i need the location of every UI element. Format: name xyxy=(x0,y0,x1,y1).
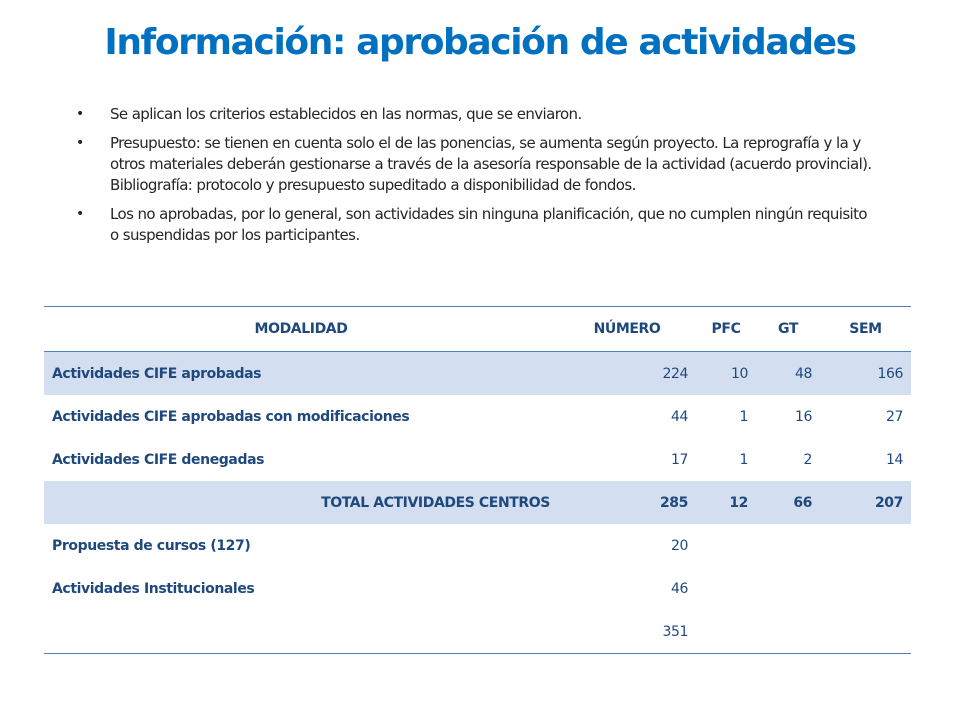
table-row xyxy=(44,352,911,396)
table-row xyxy=(44,395,911,438)
bullet-text: Presupuesto: se tienen en cuenta solo el de las ponencias, se aumenta según proyecto. La reprografía y la y otros materiales deberán gestionarse a través de la asesoría responsable de la actividad (acuerdo provincial). Bibliografía: protocolo y presupuesto supeditado a disponibilidad de fondos. xyxy=(110,134,872,194)
cell-numero: 20 xyxy=(670,537,688,554)
total-numero: 285 xyxy=(558,481,696,524)
cell-sem: 166 xyxy=(820,352,911,396)
cell-sem: 14 xyxy=(885,451,903,468)
total-label: TOTAL ACTIVIDADES CENTROS xyxy=(44,481,558,524)
cell-pfc xyxy=(696,524,756,567)
total-pfc: 12 xyxy=(696,481,756,524)
bullet-item xyxy=(76,204,876,246)
cell-pfc: 1 xyxy=(739,408,748,425)
bullet-icon: • xyxy=(76,106,84,122)
row-label: Actividades CIFE denegadas xyxy=(52,451,265,468)
cell-gt xyxy=(756,610,820,654)
table-row xyxy=(44,524,911,567)
header-modalidad: MODALIDAD xyxy=(44,307,558,352)
cell-sem xyxy=(820,610,911,654)
row-label: Propuesta de cursos (127) xyxy=(52,537,251,554)
bullet-text: Los no aprobadas, por lo general, son actividades sin ninguna planificación, que no cumplen ningún requisito o suspendidas por los participantes. xyxy=(110,205,867,244)
header-pfc: PFC xyxy=(696,307,756,352)
slide-title: Información: aprobación de actividades xyxy=(104,22,856,63)
table-total-row xyxy=(44,481,911,524)
header-sem: SEM xyxy=(820,307,911,352)
cell-numero: 17 xyxy=(670,451,688,468)
cell-pfc: 10 xyxy=(696,352,756,396)
row-label: Actividades CIFE aprobadas con modificaciones xyxy=(52,408,410,425)
table-header-row xyxy=(44,307,911,352)
table-row xyxy=(44,438,911,481)
header-numero: NÚMERO xyxy=(558,307,696,352)
cell-pfc xyxy=(696,610,756,654)
activities-table xyxy=(44,306,911,654)
total-sem: 207 xyxy=(820,481,911,524)
row-label: Actividades Institucionales xyxy=(52,580,255,597)
cell-gt xyxy=(756,524,820,567)
row-label: Actividades CIFE aprobadas xyxy=(44,352,558,396)
cell-sem xyxy=(820,567,911,610)
grand-total-numero: 351 xyxy=(662,623,688,640)
cell-numero: 224 xyxy=(558,352,696,396)
table-row xyxy=(44,567,911,610)
bullet-list xyxy=(76,104,876,254)
cell-pfc: 1 xyxy=(739,451,748,468)
cell-gt: 16 xyxy=(794,408,812,425)
cell-sem: 27 xyxy=(885,408,903,425)
bullet-text: Se aplican los criterios establecidos en las normas, que se enviaron. xyxy=(110,105,582,123)
cell-pfc xyxy=(696,567,756,610)
header-gt: GT xyxy=(756,307,820,352)
cell-numero: 44 xyxy=(670,408,688,425)
bullet-item xyxy=(76,133,876,196)
cell-numero: 46 xyxy=(670,580,688,597)
bullet-item xyxy=(76,104,876,125)
bullet-icon: • xyxy=(76,135,84,151)
row-label xyxy=(44,610,558,654)
table-grand-total-row xyxy=(44,610,911,654)
cell-sem xyxy=(820,524,911,567)
cell-gt xyxy=(756,567,820,610)
cell-gt: 48 xyxy=(756,352,820,396)
cell-gt: 2 xyxy=(803,451,812,468)
bullet-icon: • xyxy=(76,206,84,222)
total-gt: 66 xyxy=(756,481,820,524)
